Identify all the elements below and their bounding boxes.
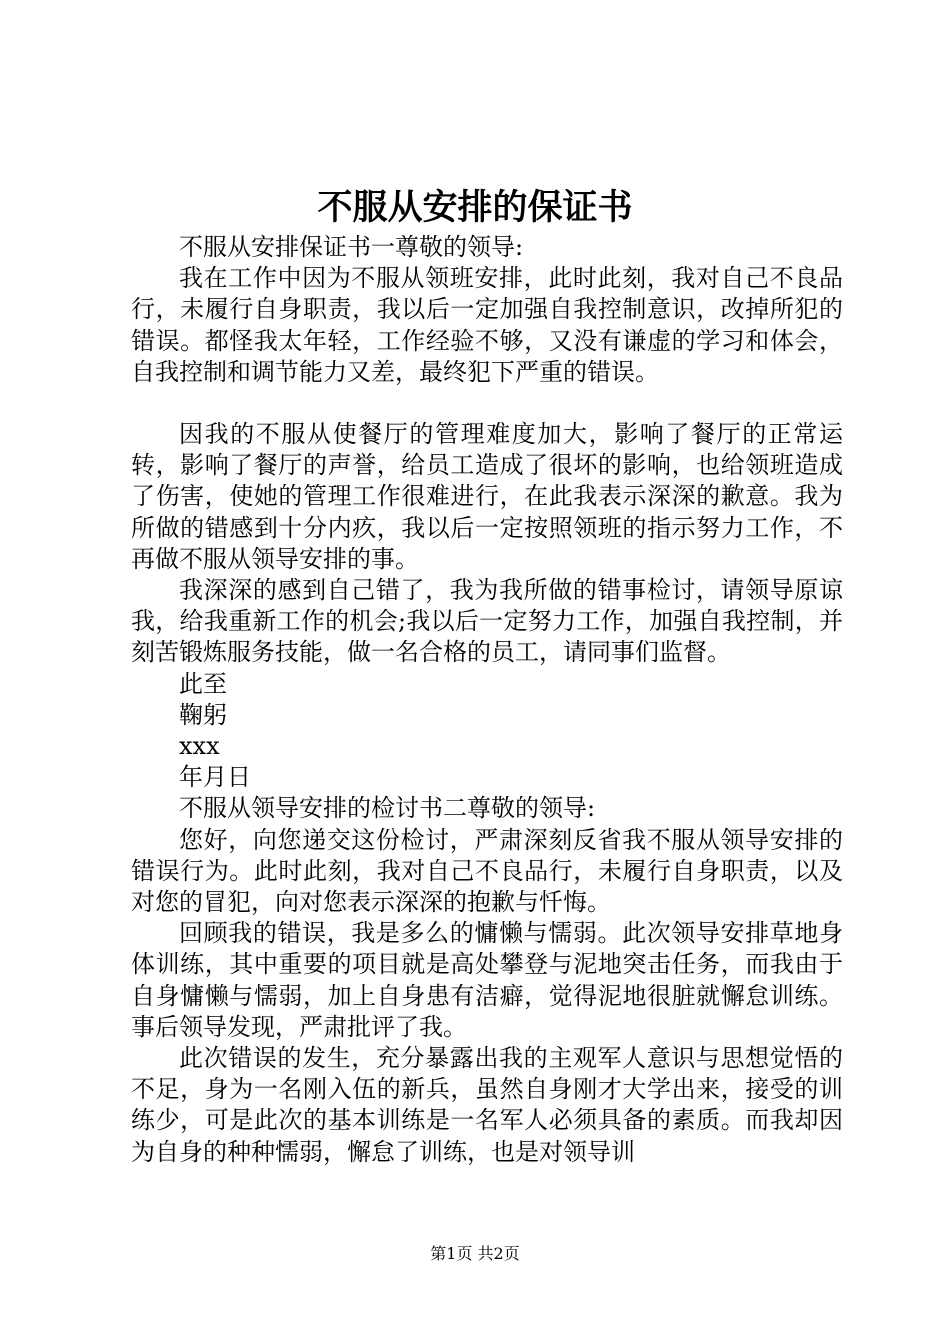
closing-cizhi: 此至 [179, 669, 227, 698]
paragraph-3: 我深深的感到自己错了，我为我所做的错事检讨，请领导原谅我，给我重新工作的机会;我以后一定努力工作，加强自我控制，并刻苦锻炼服务技能，做一名合格的员工，请同事们监督。 [131, 576, 843, 667]
paragraph-5: 回顾我的错误，我是多么的慵懒与懦弱。此次领导安排草地身体训练，其中重要的项目就是高处攀登与泥地突击任务，而我由于自身慵懒与懦弱，加上自身患有洁癖，觉得泥地很脏就懈怠训练。事后领导发现，严肃批评了我。 [131, 919, 843, 1041]
paragraph-1: 我在工作中因为不服从领班安排，此时此刻，我对自己不良品行，未履行自身职责，我以后一定加强自我控制意识，改掉所犯的错误。都怪我太年轻，工作经验不够，又没有谦虚的学习和体会，自我控制和调节能力又差，最终犯下严重的错误。 [131, 264, 843, 386]
paragraph-4: 您好，向您递交这份检讨，严肃深刻反省我不服从领导安排的错误行为。此时此刻，我对自己不良品行，未履行自身职责，以及对您的冒犯，向对您表示深深的抱歉与忏悔。 [131, 825, 843, 917]
paragraph-6: 此次错误的发生，充分暴露出我的主观军人意识与思想觉悟的不足，身为一名刚入伍的新兵，虽然自身刚才大学出来，接受的训练少，可是此次的基本训练是一名军人必须具备的素质。而我却因为自身的种种懦弱，懈怠了训练，也是对领导训 [131, 1044, 843, 1166]
salutation-1: 不服从安排保证书一尊敬的领导: [179, 233, 524, 261]
page-footer: 第1页 共2页 [430, 1244, 520, 1263]
paragraph-2: 因我的不服从使餐厅的管理难度加大，影响了餐厅的正常运转，影响了餐厅的声誉，给员工造成了很坏的影响，也给领班造成了伤害，使她的管理工作很难进行，在此我表示深深的歉意。我为所做的错感到十分内疚，我以后一定按照领班的指示努力工作，不再做不服从领导安排的事。 [131, 420, 843, 573]
closing-jugong: 鞠躬 [179, 700, 227, 729]
document-title: 不服从安排的保证书 [317, 187, 633, 228]
signature-date: 年月日 [179, 763, 251, 792]
signature-name: xxx [179, 732, 220, 761]
document-body [131, 232, 843, 1168]
salutation-2: 不服从领导安排的检讨书二尊敬的领导: [179, 794, 596, 823]
